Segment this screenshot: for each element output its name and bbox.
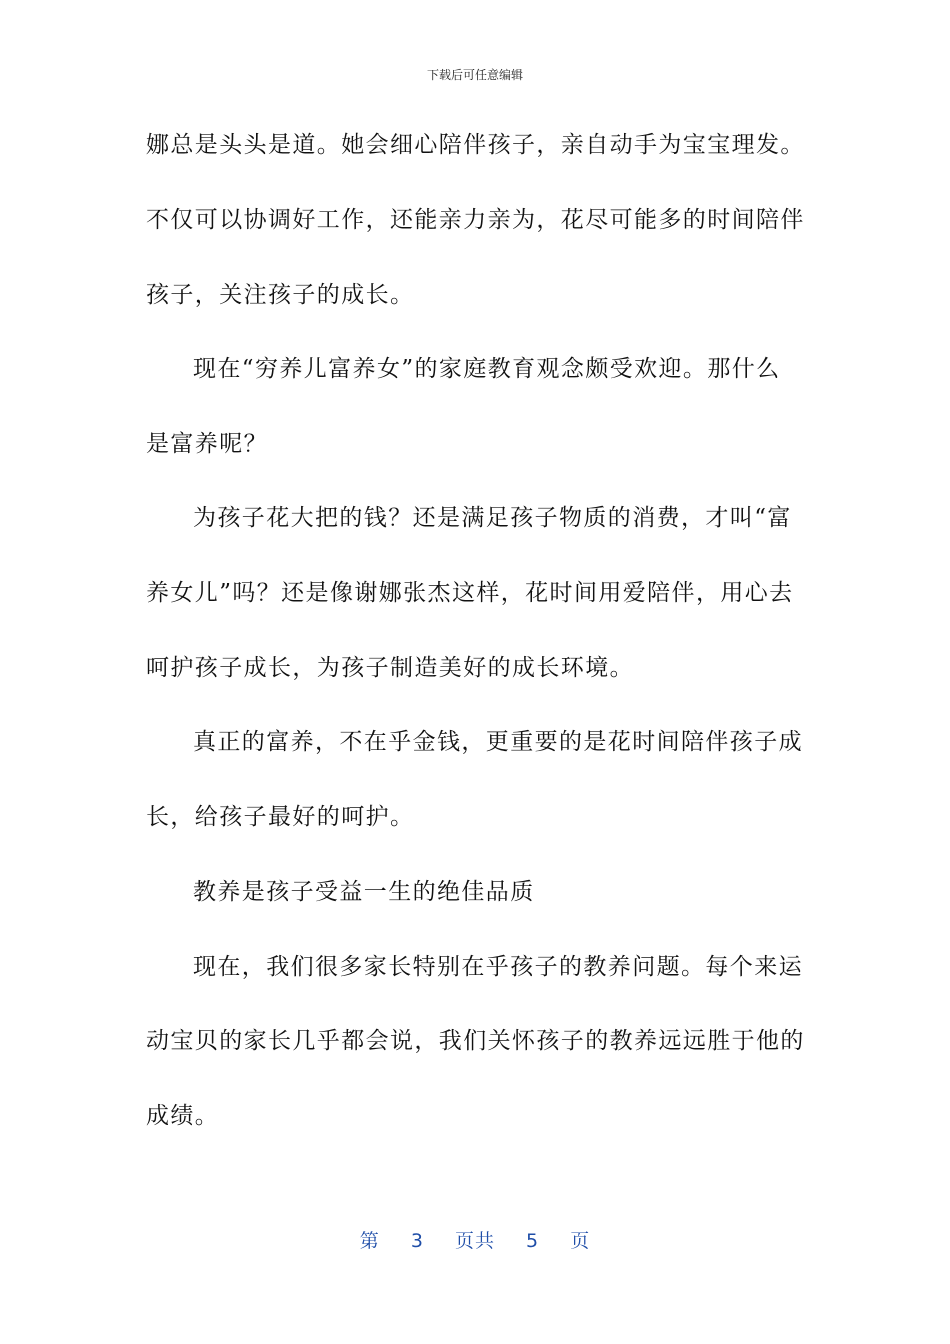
text-line: 动宝贝的家长几乎都会说，我们关怀孩子的教养远远胜于他的 (146, 1028, 805, 1054)
current-page-number: 3 (410, 1230, 424, 1252)
footer-prefix: 第 (359, 1230, 380, 1252)
total-page-count: 5 (526, 1230, 540, 1252)
text-line: 孩子，关注孩子的成长。 (146, 282, 415, 308)
footer-suffix: 页 (570, 1230, 591, 1252)
text-line: 是富养呢？ (146, 431, 268, 457)
text-line: 娜总是头头是道。她会细心陪伴孩子，亲自动手为宝宝理发。 (146, 132, 805, 158)
text-line: 养女儿”吗？还是像谢娜张杰这样，花时间用爱陪伴，用心去 (146, 580, 794, 606)
text-line: 为孩子花大把的钱？还是满足孩子物质的消费，才叫“富 (193, 505, 792, 531)
text-line: 真正的富养，不在乎金钱，更重要的是花时间陪伴孩子成 (193, 729, 803, 755)
section-heading: 教养是孩子受益一生的绝佳品质 (193, 879, 535, 905)
text-line: 成绩。 (146, 1103, 220, 1129)
text-line: 呵护孩子成长，为孩子制造美好的成长环境。 (146, 655, 634, 681)
text-line: 现在，我们很多家长特别在乎孩子的教养问题。每个来运 (193, 954, 803, 980)
text-line: 现在“穷养儿富养女”的家庭教育观念颇受欢迎。那什么 (193, 356, 781, 382)
header-note: 下载后可任意编辑 (426, 68, 523, 82)
text-line: 不仅可以协调好工作，还能亲力亲为，花尽可能多的时间陪伴 (146, 207, 805, 233)
page-footer (0, 1226, 950, 1253)
text-line: 长，给孩子最好的呵护。 (146, 804, 415, 830)
footer-middle: 页共 (454, 1230, 495, 1252)
